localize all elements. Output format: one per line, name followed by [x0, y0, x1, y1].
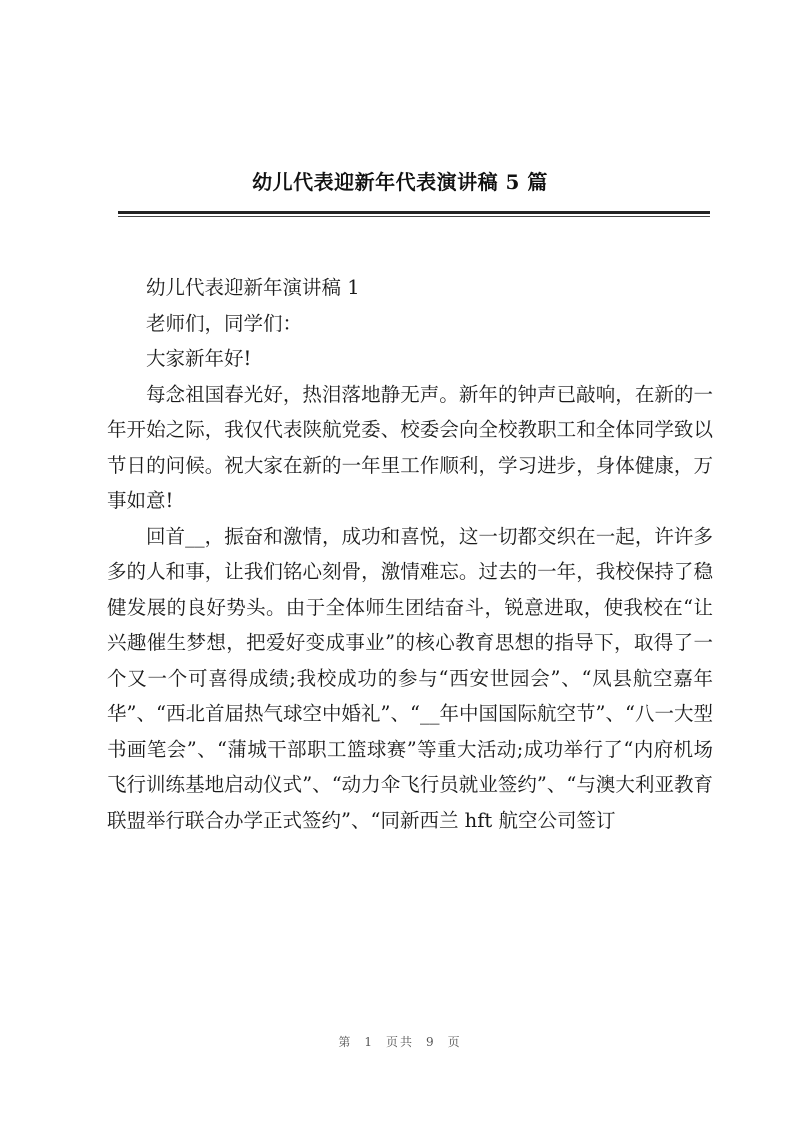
document-body: [107, 270, 713, 838]
footer-suffix: 页: [447, 1035, 462, 1049]
paragraph: 每念祖国春光好，热泪落地静无声。新年的钟声已敲响，在新的一年开始之际，我仅代表陕航党委、校委会向全校教职工和全体同学致以节日的问候。祝大家在新的一年里工作顺利，学习进步，身体健康，万事如意!: [107, 382, 713, 512]
greeting: 大家新年好!: [146, 347, 252, 370]
footer-prefix: 第: [338, 1035, 353, 1049]
salutation: 老师们，同学们：: [146, 311, 303, 335]
footer-page-number: 1: [364, 1035, 374, 1049]
page-footer: [0, 1033, 800, 1050]
footer-middle: 页共: [385, 1035, 414, 1049]
document-title: 幼儿代表迎新年代表演讲稿 5 篇: [252, 170, 548, 194]
title-underline: [118, 211, 710, 214]
title-underline-thin: [118, 216, 710, 217]
section-heading: 幼儿代表迎新年演讲稿 1: [146, 276, 360, 299]
footer-total-pages: 9: [426, 1035, 436, 1049]
paragraph: 回首__，振奋和激情，成功和喜悦，这一切都交织在一起，许许多多的人和事，让我们铭心刻骨，激情难忘。过去的一年，我校保持了稳健发展的良好势头。由于全体师生团结奋斗，锐意进取，使我校在“让兴趣催生梦想，把爱好变成事业”的核心教育思想的指导下，取得了一个又一个可喜得成绩;我校成功的参与“西安世园会”、“凤县航空嘉年华”、“西北首届热气球空中婚礼”、“__年中国国际航空节”、“八一大型书画笔会”、“蒲城干部职工篮球赛”等重大活动;成功举行了“内府机场飞行训练基地启动仪式”、“动力伞飞行员就业签约”、“与澳大利亚教育联盟举行联合办学正式签约”、“同新西兰 hft 航空公司签订: [107, 524, 713, 832]
